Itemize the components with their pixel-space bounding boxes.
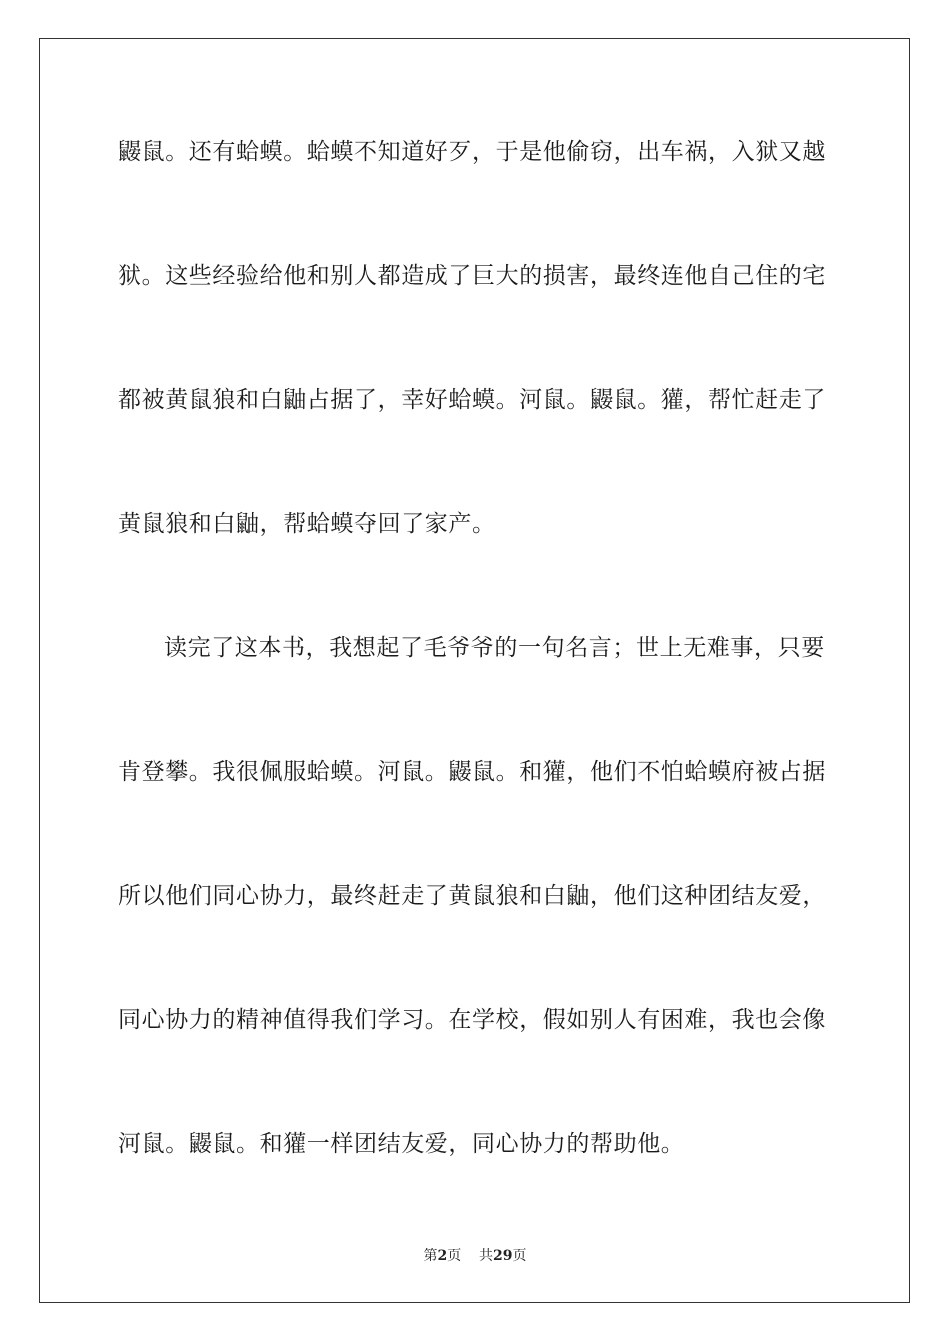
body-text-line-3: 都被黄鼠狼和白鼬占据了，幸好蛤蟆。河鼠。鼹鼠。獾，帮忙赶走了 xyxy=(118,387,826,413)
total-suffix: 页 xyxy=(512,1248,527,1264)
body-text-line-9: 河鼠。鼹鼠。和獾一样团结友爱，同心协力的帮助他。 xyxy=(118,1131,685,1157)
body-text-line-5: 读完了这本书，我想起了毛爷爷的一句名言；世上无难事，只要 xyxy=(164,635,825,661)
body-text-line-6: 肯登攀。我很佩服蛤蟆。河鼠。鼹鼠。和獾，他们不怕蛤蟆府被占据 xyxy=(118,759,826,785)
body-text-line-7: 所以他们同心协力，最终赶走了黄鼠狼和白鼬，他们这种团结友爱， xyxy=(118,883,826,909)
body-text-line-4: 黄鼠狼和白鼬，帮蛤蟆夺回了家产。 xyxy=(118,511,496,537)
page-border xyxy=(39,38,910,1303)
total-pages: 29 xyxy=(493,1248,513,1264)
page-prefix: 第 xyxy=(423,1248,438,1264)
total-prefix: 共 xyxy=(479,1248,494,1264)
page-suffix: 页 xyxy=(447,1248,462,1264)
page-number: 2 xyxy=(437,1248,448,1264)
body-text-line-2: 狱。这些经验给他和别人都造成了巨大的损害，最终连他自己住的宅 xyxy=(118,263,826,289)
body-text-line-8: 同心协力的精神值得我们学习。在学校，假如别人有困难，我也会像 xyxy=(118,1007,826,1033)
body-text-line-1: 鼹鼠。还有蛤蟆。蛤蟆不知道好歹，于是他偷窃，出车祸，入狱又越 xyxy=(118,139,826,165)
page-footer xyxy=(0,1246,950,1266)
